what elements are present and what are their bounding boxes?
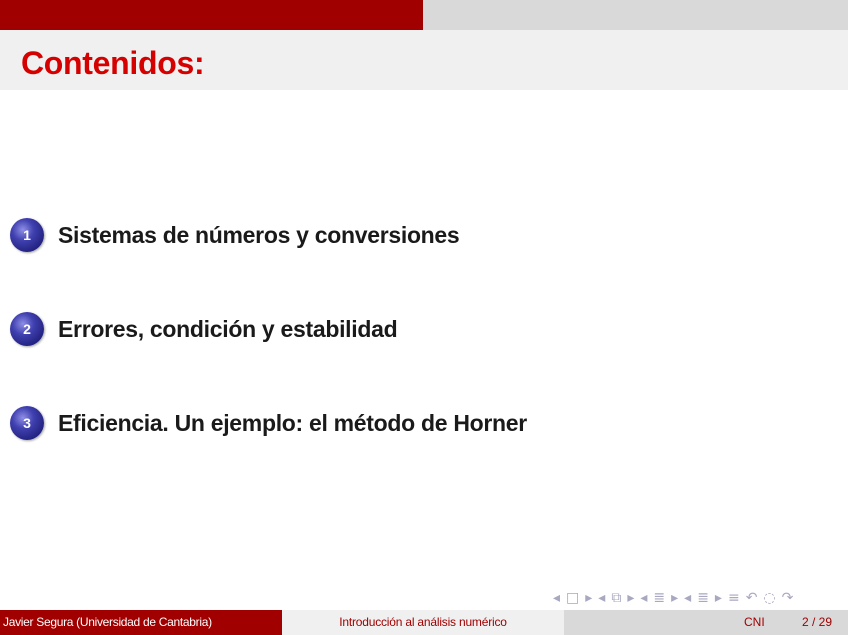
- nav-search-icon[interactable]: ↶: [745, 590, 758, 606]
- nav-back-icon[interactable]: ◌: [763, 590, 776, 606]
- footer-short-title: CNI: [744, 615, 765, 629]
- header-bar-right: [423, 0, 848, 30]
- toc-number-ball: 2: [10, 312, 44, 346]
- footline: [0, 610, 848, 635]
- nav-subsection-next-icon[interactable]: ▸: [627, 590, 635, 606]
- nav-align-icon[interactable]: ≡: [727, 590, 740, 606]
- toc-item-2[interactable]: [10, 312, 397, 346]
- header-bar-left: [0, 0, 423, 30]
- toc-number-ball: 3: [10, 406, 44, 440]
- nav-frame-next-icon[interactable]: ▸: [585, 590, 593, 606]
- beamer-navigation-symbols: [553, 588, 793, 608]
- footer-author: Javier Segura (Universidad de Cantabria): [0, 610, 282, 635]
- toc-item-label: Eficiencia. Un ejemplo: el método de Horner: [58, 409, 527, 436]
- nav-frame-icon[interactable]: □: [566, 590, 580, 606]
- nav-subsec-next-icon[interactable]: ▸: [714, 590, 722, 606]
- footer-page-number: 2 / 29: [801, 615, 832, 629]
- footer-right: [564, 610, 848, 635]
- nav-frame-prev-icon[interactable]: ◂: [553, 590, 561, 606]
- nav-subsection-icon[interactable]: ⧉: [611, 590, 622, 606]
- nav-section-icon[interactable]: ≣: [653, 590, 666, 606]
- nav-subsection-prev-icon[interactable]: ◂: [598, 590, 606, 606]
- footer-title: Introducción al análisis numérico: [282, 610, 564, 635]
- toc-item-label: Sistemas de números y conversiones: [58, 221, 460, 248]
- nav-section-prev-icon[interactable]: ◂: [640, 590, 648, 606]
- nav-subsec-prev-icon[interactable]: ◂: [684, 590, 692, 606]
- nav-subsec-icon[interactable]: ≣: [697, 590, 709, 606]
- frame-title-bar: [0, 30, 848, 90]
- header-bar: [0, 0, 848, 30]
- toc-number-ball: 1: [10, 218, 44, 252]
- nav-search2-icon[interactable]: ↷: [781, 590, 794, 606]
- toc-item-label: Errores, condición y estabilidad: [58, 315, 398, 342]
- nav-section-next-icon[interactable]: ▸: [671, 590, 679, 606]
- toc-item-3[interactable]: [10, 406, 527, 440]
- toc-item-1[interactable]: [10, 218, 459, 252]
- frame-title: Contenidos:: [21, 45, 205, 81]
